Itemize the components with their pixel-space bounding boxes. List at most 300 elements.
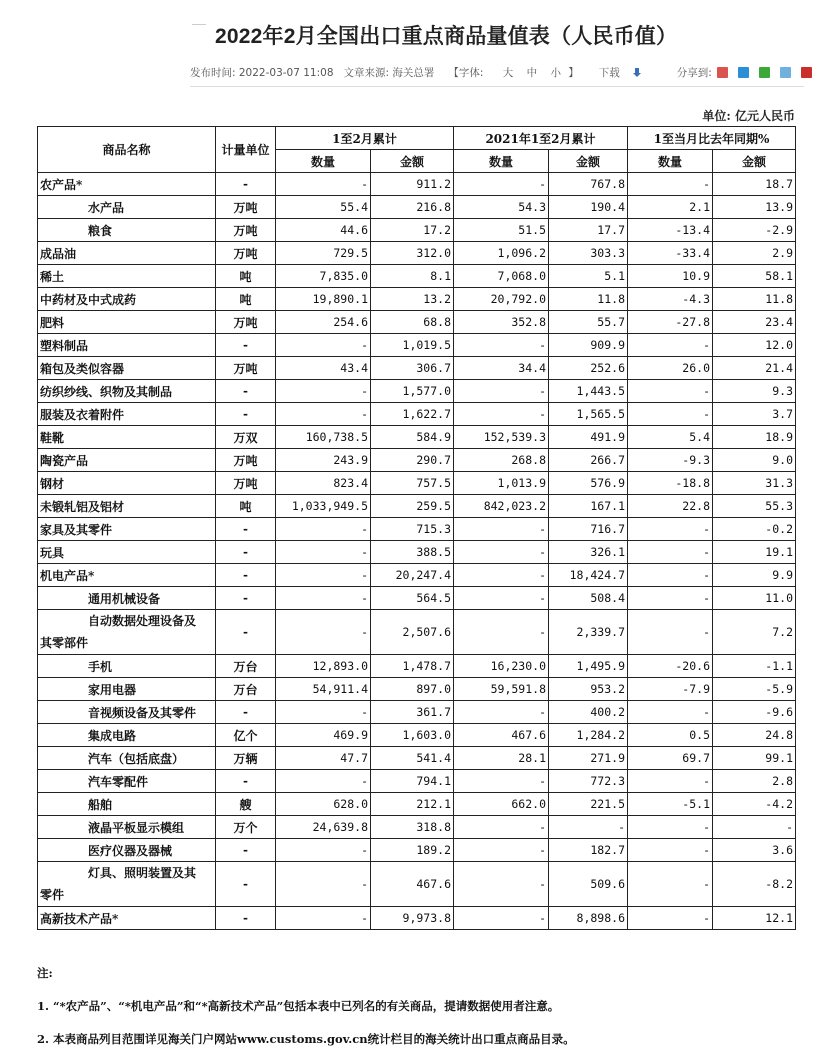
amt-2021-cell: 11.8 — [549, 288, 628, 311]
qty-2022-cell: - — [276, 334, 371, 357]
header-amt-2022: 金额 — [371, 150, 454, 173]
product-name — [38, 839, 216, 862]
product-name-text: 玩具 — [40, 545, 65, 560]
table-row — [38, 334, 796, 357]
table-row — [38, 426, 796, 449]
amt-2022-cell: 1,622.7 — [371, 403, 454, 426]
unit-cell: 吨 — [216, 265, 276, 288]
amt-yoy-cell: - — [713, 816, 796, 839]
qty-2022-cell: - — [276, 839, 371, 862]
product-name — [38, 747, 216, 770]
product-name — [38, 793, 216, 816]
qty-2021-cell: 59,591.8 — [454, 678, 549, 701]
product-name-text: 鞋靴 — [40, 430, 65, 445]
qty-yoy-cell: - — [628, 564, 713, 587]
qty-yoy-cell: 26.0 — [628, 357, 713, 380]
unit-cell: 亿个 — [216, 724, 276, 747]
product-name-text: 船舶 — [88, 797, 113, 812]
amt-2022-cell: 17.2 — [371, 219, 454, 242]
amt-2021-cell: 1,565.5 — [549, 403, 628, 426]
product-name — [38, 219, 216, 242]
product-name — [38, 655, 216, 678]
amt-2021-cell: 190.4 — [549, 196, 628, 219]
unit-cell: - — [216, 403, 276, 426]
qty-2021-cell: - — [454, 541, 549, 564]
qty-2021-cell: - — [454, 839, 549, 862]
amt-2022-cell: 911.2 — [371, 173, 454, 196]
qty-2021-cell: 20,792.0 — [454, 288, 549, 311]
notes-section — [37, 965, 575, 1064]
product-name — [38, 380, 216, 403]
table-row — [38, 495, 796, 518]
amt-yoy-cell: -8.2 — [713, 862, 796, 907]
qty-2022-cell: 254.6 — [276, 311, 371, 334]
unit-cell: - — [216, 587, 276, 610]
amt-2021-cell: 8,898.6 — [549, 907, 628, 930]
amt-2022-cell: 1,577.0 — [371, 380, 454, 403]
product-name-text: 机电产品* — [40, 568, 95, 583]
qty-2022-cell: 7,835.0 — [276, 265, 371, 288]
amt-yoy-cell: 19.1 — [713, 541, 796, 564]
unit-cell: 万双 — [216, 426, 276, 449]
product-name-line1: 自动数据处理设备及 — [88, 614, 197, 628]
amt-yoy-cell: 2.9 — [713, 242, 796, 265]
note-item: 2. 本表商品列目范围详见海关门户网站www.customs.gov.cn统计栏目的海关统计出口重点商品目录。 — [37, 1032, 575, 1046]
table-row — [38, 701, 796, 724]
product-name — [38, 816, 216, 839]
qty-2021-cell: 16,230.0 — [454, 655, 549, 678]
table-row — [38, 219, 796, 242]
unit-cell: - — [216, 380, 276, 403]
qty-yoy-cell: -27.8 — [628, 311, 713, 334]
amt-yoy-cell: 99.1 — [713, 747, 796, 770]
product-name — [38, 862, 216, 907]
qty-2021-cell: 51.5 — [454, 219, 549, 242]
amt-yoy-cell: 7.2 — [713, 610, 796, 655]
unit-cell: - — [216, 839, 276, 862]
amt-2021-cell: 767.8 — [549, 173, 628, 196]
product-name — [38, 403, 216, 426]
qty-2022-cell: - — [276, 587, 371, 610]
table-row — [38, 541, 796, 564]
product-name-text: 集成电路 — [88, 728, 137, 743]
qty-2021-cell: 662.0 — [454, 793, 549, 816]
qty-2022-cell: 243.9 — [276, 449, 371, 472]
amt-yoy-cell: 12.0 — [713, 334, 796, 357]
qty-2022-cell: - — [276, 403, 371, 426]
table-row — [38, 196, 796, 219]
amt-2021-cell: 182.7 — [549, 839, 628, 862]
unit-cell: - — [216, 541, 276, 564]
unit-cell: - — [216, 173, 276, 196]
amt-2021-cell: 2,339.7 — [549, 610, 628, 655]
amt-yoy-cell: 18.9 — [713, 426, 796, 449]
qty-yoy-cell: 5.4 — [628, 426, 713, 449]
qty-2022-cell: 823.4 — [276, 472, 371, 495]
amt-2022-cell: 794.1 — [371, 770, 454, 793]
amt-2021-cell: 1,495.9 — [549, 655, 628, 678]
qty-yoy-cell: - — [628, 610, 713, 655]
qty-2021-cell: - — [454, 816, 549, 839]
amt-2022-cell: 564.5 — [371, 587, 454, 610]
header-cumulative-2022: 1至2月累计 — [276, 127, 454, 150]
product-name — [38, 242, 216, 265]
product-name-text: 钢材 — [40, 476, 65, 491]
qty-2021-cell: 7,068.0 — [454, 265, 549, 288]
title-decoration — [192, 24, 206, 25]
table-row — [38, 380, 796, 403]
header-divider — [190, 86, 804, 87]
table-row — [38, 288, 796, 311]
qty-2022-cell: - — [276, 610, 371, 655]
font-size-medium[interactable]: 中 — [526, 67, 538, 79]
font-size-prefix: 【字体: — [448, 67, 484, 79]
amt-2021-cell: 1,284.2 — [549, 724, 628, 747]
amt-2021-cell: 5.1 — [549, 265, 628, 288]
amt-yoy-cell: -0.2 — [713, 518, 796, 541]
header-qty-2022: 数量 — [276, 150, 371, 173]
header-cumulative-2021: 2021年1至2月累计 — [454, 127, 628, 150]
amt-2022-cell: 312.0 — [371, 242, 454, 265]
amt-2022-cell: 318.8 — [371, 816, 454, 839]
qty-2021-cell: 1,013.9 — [454, 472, 549, 495]
qty-2022-cell: 160,738.5 — [276, 426, 371, 449]
qty-2021-cell: - — [454, 173, 549, 196]
qty-2021-cell: - — [454, 564, 549, 587]
amt-2021-cell: 167.1 — [549, 495, 628, 518]
qty-2021-cell: 352.8 — [454, 311, 549, 334]
table-body — [38, 173, 796, 930]
amt-2021-cell: 252.6 — [549, 357, 628, 380]
unit-cell: - — [216, 862, 276, 907]
qty-yoy-cell: - — [628, 541, 713, 564]
qty-2022-cell: - — [276, 862, 371, 907]
qty-2021-cell: - — [454, 334, 549, 357]
table-row — [38, 311, 796, 334]
amt-yoy-cell: 55.3 — [713, 495, 796, 518]
qty-2021-cell: - — [454, 587, 549, 610]
amt-2022-cell: 897.0 — [371, 678, 454, 701]
product-name-text: 陶瓷产品 — [40, 453, 89, 468]
amt-2021-cell: 953.2 — [549, 678, 628, 701]
product-name-text: 汽车（包括底盘） — [88, 751, 185, 766]
table-row — [38, 678, 796, 701]
qty-2021-cell: - — [454, 380, 549, 403]
product-name-text: 通用机械设备 — [88, 591, 161, 606]
product-name-text: 医疗仪器及器械 — [88, 843, 173, 858]
qty-2022-cell: 1,033,949.5 — [276, 495, 371, 518]
amt-2021-cell: 221.5 — [549, 793, 628, 816]
qty-2022-cell: 469.9 — [276, 724, 371, 747]
qty-yoy-cell: 69.7 — [628, 747, 713, 770]
wechat-share-icon[interactable] — [759, 67, 770, 78]
qty-yoy-cell: - — [628, 907, 713, 930]
product-name-text: 未锻轧铝及铝材 — [40, 499, 125, 514]
qty-2021-cell: 1,096.2 — [454, 242, 549, 265]
amt-2022-cell: 8.1 — [371, 265, 454, 288]
unit-cell: - — [216, 334, 276, 357]
header-qty-2021: 数量 — [454, 150, 549, 173]
product-name — [38, 426, 216, 449]
product-name-text: 塑料制品 — [40, 338, 89, 353]
product-name-text: 箱包及类似容器 — [40, 361, 125, 376]
amt-yoy-cell: -1.1 — [713, 655, 796, 678]
product-name — [38, 564, 216, 587]
product-name-text: 成品油 — [40, 246, 77, 261]
qty-2022-cell: - — [276, 541, 371, 564]
table-row — [38, 770, 796, 793]
header-amt-yoy: 金额 — [713, 150, 796, 173]
amt-2021-cell: 18,424.7 — [549, 564, 628, 587]
amt-2022-cell: 2,507.6 — [371, 610, 454, 655]
amt-2021-cell: 303.3 — [549, 242, 628, 265]
amt-2022-cell: 467.6 — [371, 862, 454, 907]
amt-yoy-cell: 18.7 — [713, 173, 796, 196]
amt-2022-cell: 9,973.8 — [371, 907, 454, 930]
product-name — [38, 472, 216, 495]
pdf-share-icon[interactable] — [801, 67, 812, 78]
amt-yoy-cell: 58.1 — [713, 265, 796, 288]
amt-yoy-cell: 9.0 — [713, 449, 796, 472]
product-name — [38, 701, 216, 724]
unit-cell: 万吨 — [216, 472, 276, 495]
qty-yoy-cell: -5.1 — [628, 793, 713, 816]
amt-2021-cell: 266.7 — [549, 449, 628, 472]
qty-yoy-cell: -33.4 — [628, 242, 713, 265]
table-row — [38, 587, 796, 610]
header-product-name: 商品名称 — [38, 127, 216, 173]
qty-2021-cell: 467.6 — [454, 724, 549, 747]
article-source: 文章来源: 海关总署 — [343, 67, 435, 79]
qty-2022-cell: 54,911.4 — [276, 678, 371, 701]
amt-2022-cell: 1,603.0 — [371, 724, 454, 747]
qty-2021-cell: - — [454, 518, 549, 541]
weibo-share-icon[interactable] — [780, 67, 791, 78]
table-row — [38, 724, 796, 747]
unit-cell: 万台 — [216, 678, 276, 701]
font-size-large[interactable]: 大 — [502, 67, 514, 79]
qty-2022-cell: - — [276, 380, 371, 403]
table-row — [38, 242, 796, 265]
table-row — [38, 747, 796, 770]
amt-2022-cell: 189.2 — [371, 839, 454, 862]
product-name-text: 纺织纱线、织物及其制品 — [40, 384, 173, 399]
qty-2022-cell: 19,890.1 — [276, 288, 371, 311]
share-label: 分享到: — [676, 67, 712, 79]
unit-cell: 万吨 — [216, 242, 276, 265]
amt-2021-cell: 271.9 — [549, 747, 628, 770]
product-name — [38, 334, 216, 357]
amt-yoy-cell: -4.2 — [713, 793, 796, 816]
product-name — [38, 311, 216, 334]
download-icon — [633, 68, 641, 78]
amt-2021-cell: 1,443.5 — [549, 380, 628, 403]
qty-2022-cell: 729.5 — [276, 242, 371, 265]
product-name — [38, 173, 216, 196]
qty-yoy-cell: - — [628, 816, 713, 839]
amt-2022-cell: 259.5 — [371, 495, 454, 518]
qty-2022-cell: - — [276, 518, 371, 541]
table-row — [38, 816, 796, 839]
qty-yoy-cell: - — [628, 334, 713, 357]
amt-yoy-cell: -2.9 — [713, 219, 796, 242]
product-name — [38, 518, 216, 541]
product-name-text: 音视频设备及其零件 — [88, 705, 197, 720]
qty-yoy-cell: -18.8 — [628, 472, 713, 495]
unit-cell: 万吨 — [216, 311, 276, 334]
qty-yoy-cell: - — [628, 380, 713, 403]
product-name-text: 汽车零配件 — [88, 774, 149, 789]
qty-yoy-cell: - — [628, 518, 713, 541]
unit-cell: 万吨 — [216, 196, 276, 219]
table-row — [38, 449, 796, 472]
qty-yoy-cell: -13.4 — [628, 219, 713, 242]
amt-yoy-cell: 23.4 — [713, 311, 796, 334]
qty-2021-cell: 28.1 — [454, 747, 549, 770]
product-name — [38, 265, 216, 288]
qty-yoy-cell: 2.1 — [628, 196, 713, 219]
qty-yoy-cell: -9.3 — [628, 449, 713, 472]
qty-2021-cell: - — [454, 403, 549, 426]
rss-share-icon[interactable] — [717, 67, 728, 78]
product-name — [38, 610, 216, 655]
unit-cell: 万吨 — [216, 449, 276, 472]
amt-yoy-cell: 3.7 — [713, 403, 796, 426]
unit-cell: - — [216, 518, 276, 541]
page-title: 2022年2月全国出口重点商品量值表（人民币值） — [215, 25, 678, 48]
qty-2021-cell: 268.8 — [454, 449, 549, 472]
download-link[interactable] — [599, 65, 651, 80]
qty-2022-cell: 12,893.0 — [276, 655, 371, 678]
amt-2022-cell: 1,019.5 — [371, 334, 454, 357]
qty-yoy-cell: 0.5 — [628, 724, 713, 747]
product-name-text: 中药材及中式成药 — [40, 292, 137, 307]
amt-2022-cell: 584.9 — [371, 426, 454, 449]
amt-2022-cell: 212.1 — [371, 793, 454, 816]
qty-yoy-cell: - — [628, 403, 713, 426]
table-row — [38, 173, 796, 196]
table-row — [38, 839, 796, 862]
amt-2022-cell: 68.8 — [371, 311, 454, 334]
product-name-line2: 其零部件 — [40, 636, 89, 650]
qty-2022-cell: 24,639.8 — [276, 816, 371, 839]
export-data-table — [37, 126, 796, 930]
qty-2021-cell: 34.4 — [454, 357, 549, 380]
product-name — [38, 196, 216, 219]
qty-2022-cell: 44.6 — [276, 219, 371, 242]
unit-cell: 万吨 — [216, 357, 276, 380]
table-row — [38, 403, 796, 426]
amt-2022-cell: 20,247.4 — [371, 564, 454, 587]
qty-2021-cell: - — [454, 610, 549, 655]
qty-2022-cell: - — [276, 770, 371, 793]
header-qty-yoy: 数量 — [628, 150, 713, 173]
amt-2022-cell: 361.7 — [371, 701, 454, 724]
amt-yoy-cell: -9.6 — [713, 701, 796, 724]
product-name — [38, 770, 216, 793]
unit-cell: - — [216, 701, 276, 724]
notes-heading: 注: — [37, 966, 53, 980]
amt-yoy-cell: 2.8 — [713, 770, 796, 793]
unit-cell: 艘 — [216, 793, 276, 816]
qty-2022-cell: - — [276, 173, 371, 196]
qty-yoy-cell: -20.6 — [628, 655, 713, 678]
table-row — [38, 472, 796, 495]
product-name — [38, 449, 216, 472]
amt-2022-cell: 216.8 — [371, 196, 454, 219]
amt-2021-cell: 55.7 — [549, 311, 628, 334]
amt-yoy-cell: 13.9 — [713, 196, 796, 219]
amt-yoy-cell: 11.8 — [713, 288, 796, 311]
amt-yoy-cell: 21.4 — [713, 357, 796, 380]
amt-yoy-cell: 31.3 — [713, 472, 796, 495]
amt-2021-cell: 576.9 — [549, 472, 628, 495]
qty-yoy-cell: - — [628, 862, 713, 907]
product-name-text: 家具及其零件 — [40, 522, 113, 537]
amt-yoy-cell: 24.8 — [713, 724, 796, 747]
qty-2021-cell: - — [454, 701, 549, 724]
font-size-small[interactable]: 小 — [550, 67, 561, 79]
product-name-text: 手机 — [88, 659, 113, 674]
amt-yoy-cell: 9.9 — [713, 564, 796, 587]
unit-cell: - — [216, 907, 276, 930]
qty-yoy-cell: - — [628, 587, 713, 610]
product-name-text: 家用电器 — [88, 682, 137, 697]
product-name — [38, 587, 216, 610]
unit-cell: - — [216, 610, 276, 655]
amt-2021-cell: 491.9 — [549, 426, 628, 449]
unit-cell: - — [216, 564, 276, 587]
amt-2021-cell: 909.9 — [549, 334, 628, 357]
article-meta — [190, 65, 822, 80]
table-row — [38, 610, 796, 655]
qty-2022-cell: - — [276, 701, 371, 724]
amt-2022-cell: 290.7 — [371, 449, 454, 472]
qty-2022-cell: 43.4 — [276, 357, 371, 380]
product-name-line1: 灯具、照明装置及其 — [88, 866, 197, 880]
amt-2021-cell: 772.3 — [549, 770, 628, 793]
qty-2022-cell: 47.7 — [276, 747, 371, 770]
table-row — [38, 518, 796, 541]
amt-2022-cell: 715.3 — [371, 518, 454, 541]
product-name — [38, 907, 216, 930]
product-name — [38, 541, 216, 564]
table-row — [38, 357, 796, 380]
amt-2021-cell: 400.2 — [549, 701, 628, 724]
amt-2022-cell: 541.4 — [371, 747, 454, 770]
table-row — [38, 564, 796, 587]
qty-yoy-cell: - — [628, 839, 713, 862]
amt-2022-cell: 1,478.7 — [371, 655, 454, 678]
amt-yoy-cell: 3.6 — [713, 839, 796, 862]
amt-yoy-cell: 9.3 — [713, 380, 796, 403]
qty-yoy-cell: -4.3 — [628, 288, 713, 311]
amt-2022-cell: 757.5 — [371, 472, 454, 495]
unit-cell: 吨 — [216, 495, 276, 518]
qty-2022-cell: 55.4 — [276, 196, 371, 219]
qty-2021-cell: 152,539.3 — [454, 426, 549, 449]
qty-2021-cell: - — [454, 862, 549, 907]
publish-time: 发布时间: 2022-03-07 11:08 — [190, 67, 334, 79]
qty-yoy-cell: - — [628, 701, 713, 724]
amt-2021-cell: 326.1 — [549, 541, 628, 564]
unit-cell: 万辆 — [216, 747, 276, 770]
qzone-share-icon[interactable] — [738, 67, 749, 78]
amt-2022-cell: 388.5 — [371, 541, 454, 564]
product-name-text: 高新技术产品* — [40, 911, 119, 926]
qty-2022-cell: - — [276, 564, 371, 587]
product-name-text: 农产品* — [40, 177, 83, 192]
